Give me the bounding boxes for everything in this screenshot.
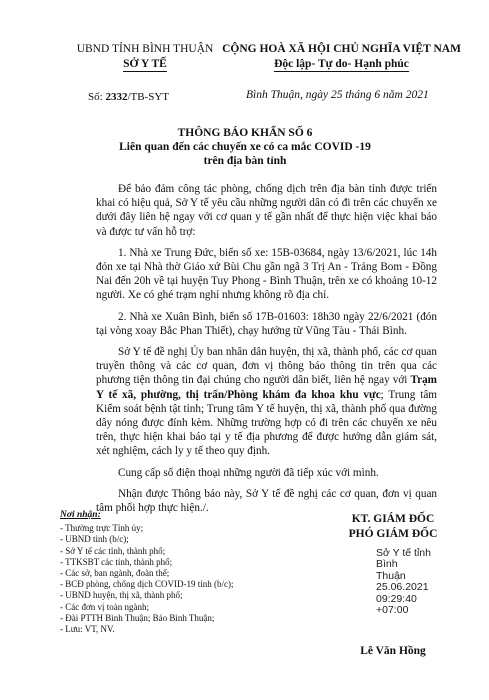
on-behalf-label: KT. GIÁM ĐỐC [351, 513, 435, 525]
signature-heading [318, 512, 468, 541]
request-text-2: ; Trung tâm Kiểm soát bệnh tật tỉnh; Trung tâm Y tế huyện, thị xã, thành phố qua đường dây nóng được đính kèm. Những trường hợp có đi trên các chuyến xe nêu trên, thực hiện khai báo tại y tế địa phương để được hướng dẫn giám sát, xét nghiệm, cách ly y tế theo quy định. [96, 388, 437, 458]
stamp-line: +07:00 [376, 604, 409, 617]
bus-item-2: 2. Nhà xe Xuân Bình, biển số 17B-01603: 18h30 ngày 22/6/2021 (đón tại vòng xoay Bắc Phan Thiết), chạy hướng từ Vũng Tàu - Thái Bình. [96, 310, 437, 337]
recipients-title: Nơi nhận: [60, 510, 101, 520]
title-line-3: trên địa bàn tỉnh [203, 155, 287, 167]
recipient-item: - Thường trực Tỉnh ủy; [60, 523, 144, 534]
national-motto: Độc lập- Tự do- Hạnh phúc [274, 58, 409, 70]
organization-name: UBND TỈNH BÌNH THUẬN [76, 43, 214, 55]
recipients-block [60, 510, 270, 635]
signer-name: Lê Văn Hồng [360, 645, 426, 657]
doc-number-prefix: Số: [88, 91, 103, 103]
recipient-item: - UBND tỉnh (b/c); [60, 534, 129, 545]
recipient-item: - Lưu: VT, NV. [60, 624, 115, 635]
doc-number-suffix: /TB-SYT [127, 91, 169, 103]
stamp-line: 09:29:40 [376, 592, 417, 605]
recipient-item: - Sở Y tế các tỉnh, thành phố; [60, 545, 166, 556]
recipient-item: - TTKSBT các tỉnh, thành phố; [60, 556, 173, 567]
national-heading [219, 42, 464, 72]
document-body [96, 182, 437, 522]
recipient-item: - Các sở, ban ngành, đoàn thể; [60, 568, 170, 579]
recipient-item: - BCĐ phòng, chống dịch COVID-19 tỉnh (b/c); [60, 579, 234, 590]
signer-role: PHÓ GIÁM ĐỐC [348, 527, 438, 540]
digital-signature-stamp [376, 548, 454, 616]
recipient-item: - Các đơn vị toàn ngành; [60, 601, 149, 612]
document-number [88, 91, 169, 103]
request-text-bold: Trạm Y tế xã, phường, thị trấn/Phòng khám đa khoa khu vực [96, 374, 437, 401]
department-name: SỞ Y TẾ [123, 58, 167, 70]
intro-paragraph: Để bảo đảm công tác phòng, chống dịch trên địa bàn tỉnh được triển khai có hiệu quả, Sở Y tế yêu cầu những người dân có đi trên các chuyến xe dưới đây liên hệ ngay với cơ quan y tế gần nhất để thực hiện việc khai báo và được tư vấn hỗ trợ: [96, 183, 437, 238]
request-text-1: Sở Y tế đề nghị Ủy ban nhân dân huyện, thị xã, thành phố, các cơ quan truyền thông và các cơ quan, đơn vị thông báo thông tin trên qua các phương tiện thông tin đại chúng cho người dân biết, liên hệ ngay với [96, 346, 437, 387]
bus-item-1: 1. Nhà xe Trung Đức, biển số xe: 15B-03684, ngày 13/6/2021, lúc 14h đón xe tại Nhà thờ Giáo xứ Bùi Chu gần ngã 3 Trị An - Trảng Bom - Đồng Nai đến 20h về tại huyện Tuy Phong - Bình Thuận, trên xe có khoảng 10-12 người. Xe có ghé trạm nghỉ nhưng không rõ địa chỉ. [96, 246, 437, 302]
stamp-line: 25.06.2021 [376, 581, 429, 594]
stamp-line: Bình [376, 558, 398, 571]
dateline: Bình Thuận, ngày 25 tháng 6 năm 2021 [246, 89, 429, 101]
nation-name: CỘNG HOÀ XÃ HỘI CHỦ NGHĨA VIỆT NAM [222, 43, 461, 55]
stamp-line: Sở Y tế tỉnh [376, 547, 431, 559]
provide-paragraph: Cung cấp số điện thoại những người đã tiếp xúc với mình. [118, 466, 379, 479]
recipient-item: - Đài PTTH Bình Thuận; Báo Bình Thuận; [60, 612, 215, 623]
title-line-1: THÔNG BÁO KHẨN SỐ 6 [177, 127, 313, 139]
closing-paragraph: Nhận được Thông báo này, Sở Y tế đề nghị các cơ quan, đơn vị quan tâm phối hợp thực hiện./. [96, 487, 437, 515]
request-paragraph [96, 345, 437, 459]
doc-number-value: 2332 [105, 91, 128, 103]
issuer-block [60, 42, 230, 72]
stamp-line: Thuận [376, 569, 406, 582]
title-line-2: Liên quan đến các chuyến xe có ca mắc COVID -19 [119, 141, 371, 153]
document-title [40, 126, 450, 168]
recipient-item: - UBND huyện, thị xã, thành phố; [60, 590, 183, 601]
